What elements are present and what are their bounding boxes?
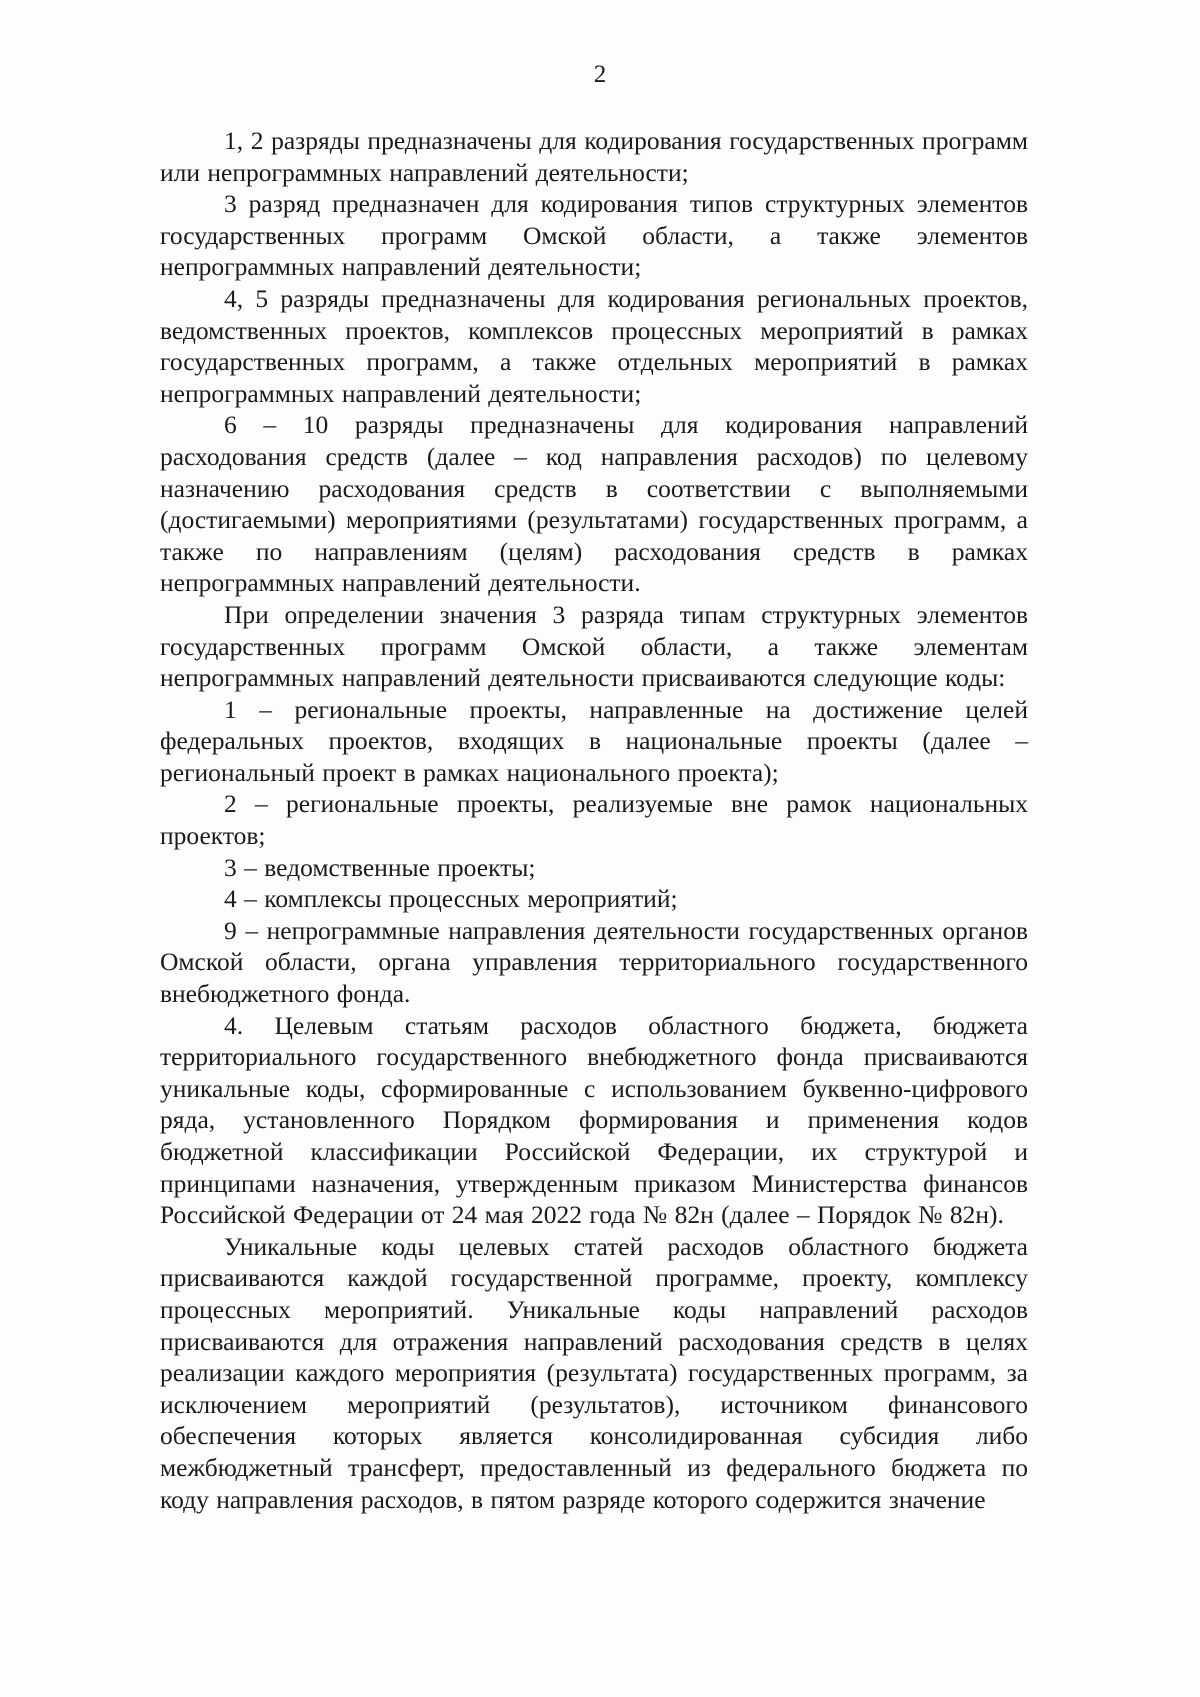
paragraph-digits-6-10: 6 – 10 разряды предназначены для кодирования направлений расходования средств (далее – код направления расходов) по целевому назначению расходования средств в соответствии с выполняемыми (достигаемыми) мероприятиями (результатами) государственных программ, а также по направлениям (целям) расходования средств в рамках непрограммных направлений деятельности. [160, 410, 1028, 598]
paragraph-section-4: 4. Целевым статьям расходов областного бюджета, бюджета территориального государственного внебюджетного фонда присваиваются уникальные коды, сформированные с использованием буквенно-цифрового ряда, установленного Порядком формирования и применения кодов бюджетной классификации Российской Федерации, их структурой и принципами назначения, утвержденным приказом Министерства финансов Российской Федерации от 24 мая 2022 года № 82н (далее – Порядок № 82н). [160, 1010, 1028, 1230]
paragraph-unique-codes: Уникальные коды целевых статей расходов областного бюджета присваиваются каждой государственной программе, проекту, комплексу процессных мероприятий. Уникальные коды направлений расходов присваиваются для отражения направлений расходования средств в целях реализации каждого мероприятия (результата) государственных программ, за исключением мероприятий (результатов), источником финансового обеспечения которых является консолидированная субсидия либо межбюджетный трансферт, предоставленный из федерального бюджета по коду направления расходов, в пятом разряде которого содержится значение [160, 1231, 1028, 1514]
page-number: 2 [593, 61, 607, 88]
paragraph-digits-1-2: 1, 2 разряды предназначены для кодирования государственных программ или непрограммных направлений деятельности; [160, 126, 1028, 187]
paragraph-code-9: 9 – непрограммные направления деятельности государственных органов Омской области, органа управления территориального государственного внебюджетного фонда. [160, 915, 1028, 1009]
paragraph-code-4: 4 – комплексы процессных мероприятий; [224, 884, 678, 914]
document-body [160, 125, 1028, 1515]
paragraph-digit-3-codes-intro: При определении значения 3 разряда типам структурных элементов государственных программ Омской области, а также элементам непрограммных направлений деятельности присваиваются следующие коды: [160, 599, 1028, 693]
paragraph-code-1: 1 – региональные проекты, направленные на достижение целей федеральных проектов, входящих в национальные проекты (далее – региональный проект в рамках национального проекта); [160, 694, 1028, 787]
paragraph-digits-4-5: 4, 5 разряды предназначены для кодирования региональных проектов, ведомственных проектов, комплексов процессных мероприятий в рамках государственных программ, а также отдельных мероприятий в рамках непрограммных направлений деятельности; [160, 283, 1028, 408]
paragraph-digit-3: 3 разряд предназначен для кодирования типов структурных элементов государственных программ Омской области, а также элементов непрограммных направлений деятельности; [160, 189, 1028, 282]
paragraph-code-3: 3 – ведомственные проекты; [224, 852, 536, 882]
paragraph-code-2: 2 – региональные проекты, реализуемые вне рамок национальных проектов; [160, 789, 1028, 851]
